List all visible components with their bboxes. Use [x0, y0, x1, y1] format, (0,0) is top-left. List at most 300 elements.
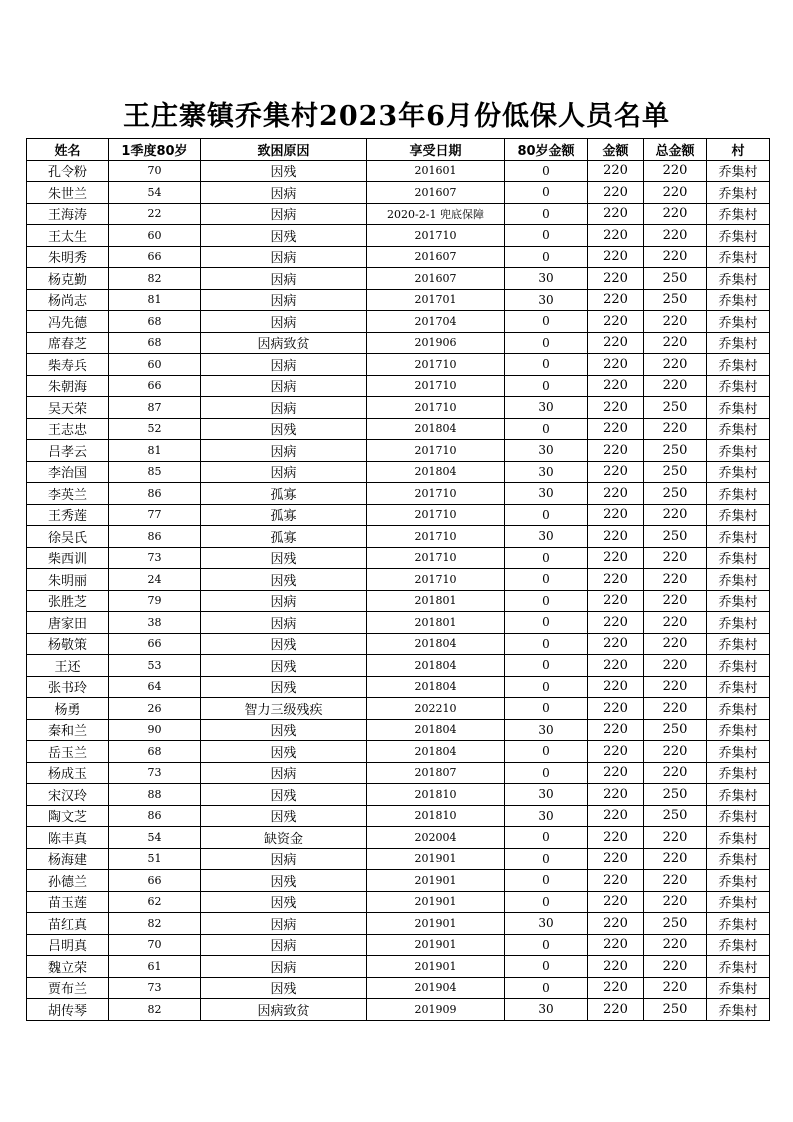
cell-amount: 220 [588, 676, 644, 698]
cell-date: 201607 [367, 182, 505, 204]
cell-date: 201710 [367, 354, 505, 376]
cell-total: 250 [644, 440, 707, 462]
cell-amount: 220 [588, 655, 644, 677]
cell-80-amount: 0 [505, 547, 588, 569]
cell-reason: 因病 [201, 934, 367, 956]
cell-q1-80: 87 [109, 397, 201, 419]
cell-q1-80: 70 [109, 934, 201, 956]
cell-reason: 因残 [201, 676, 367, 698]
cell-amount: 220 [588, 569, 644, 591]
cell-80-amount: 0 [505, 203, 588, 225]
cell-reason: 因病 [201, 354, 367, 376]
cell-name: 席春芝 [27, 332, 109, 354]
col-header-amount: 金额 [588, 139, 644, 161]
welfare-roster-table [26, 138, 770, 1021]
cell-80-amount: 0 [505, 311, 588, 333]
cell-village: 乔集村 [707, 999, 770, 1021]
cell-80-amount: 0 [505, 590, 588, 612]
cell-80-amount: 0 [505, 827, 588, 849]
cell-amount: 220 [588, 590, 644, 612]
cell-date: 201909 [367, 999, 505, 1021]
cell-reason: 因残 [201, 225, 367, 247]
cell-name: 宋汉玲 [27, 784, 109, 806]
cell-total: 220 [644, 698, 707, 720]
cell-q1-80: 73 [109, 977, 201, 999]
cell-date: 201710 [367, 504, 505, 526]
cell-q1-80: 86 [109, 805, 201, 827]
cell-reason: 因残 [201, 418, 367, 440]
table-row [27, 311, 770, 333]
cell-total: 220 [644, 182, 707, 204]
cell-80-amount: 30 [505, 784, 588, 806]
cell-reason: 因病 [201, 246, 367, 268]
cell-date: 201807 [367, 762, 505, 784]
cell-total: 220 [644, 203, 707, 225]
cell-q1-80: 53 [109, 655, 201, 677]
cell-reason: 因残 [201, 977, 367, 999]
table-row [27, 848, 770, 870]
cell-q1-80: 64 [109, 676, 201, 698]
cell-name: 吕孝云 [27, 440, 109, 462]
cell-total: 250 [644, 999, 707, 1021]
cell-village: 乔集村 [707, 569, 770, 591]
cell-reason: 因病 [201, 762, 367, 784]
cell-name: 杨敬策 [27, 633, 109, 655]
cell-80-amount: 0 [505, 977, 588, 999]
cell-total: 250 [644, 719, 707, 741]
cell-total: 220 [644, 418, 707, 440]
cell-name: 李治国 [27, 461, 109, 483]
table-row [27, 870, 770, 892]
cell-reason: 因病 [201, 203, 367, 225]
cell-total: 220 [644, 741, 707, 763]
col-header-q1-80: 1季度80岁 [109, 139, 201, 161]
table-row [27, 805, 770, 827]
cell-reason: 因病 [201, 612, 367, 634]
cell-date: 202004 [367, 827, 505, 849]
cell-amount: 220 [588, 332, 644, 354]
table-row [27, 418, 770, 440]
cell-village: 乔集村 [707, 526, 770, 548]
cell-date: 201804 [367, 633, 505, 655]
cell-80-amount: 0 [505, 375, 588, 397]
cell-name: 朱明丽 [27, 569, 109, 591]
cell-amount: 220 [588, 289, 644, 311]
cell-name: 唐家田 [27, 612, 109, 634]
cell-total: 220 [644, 354, 707, 376]
cell-name: 朱朝海 [27, 375, 109, 397]
cell-q1-80: 68 [109, 332, 201, 354]
cell-80-amount: 0 [505, 332, 588, 354]
cell-q1-80: 66 [109, 633, 201, 655]
cell-reason: 智力三级残疾 [201, 698, 367, 720]
cell-amount: 220 [588, 612, 644, 634]
table-row [27, 182, 770, 204]
cell-reason: 因病 [201, 182, 367, 204]
cell-village: 乔集村 [707, 354, 770, 376]
cell-total: 220 [644, 246, 707, 268]
cell-total: 220 [644, 676, 707, 698]
cell-village: 乔集村 [707, 934, 770, 956]
cell-total: 220 [644, 633, 707, 655]
table-row [27, 483, 770, 505]
cell-amount: 220 [588, 397, 644, 419]
table-row [27, 741, 770, 763]
cell-amount: 220 [588, 977, 644, 999]
cell-date: 201607 [367, 246, 505, 268]
cell-reason: 因残 [201, 784, 367, 806]
cell-name: 王还 [27, 655, 109, 677]
cell-amount: 220 [588, 633, 644, 655]
col-header-name: 姓名 [27, 139, 109, 161]
cell-name: 岳玉兰 [27, 741, 109, 763]
table-row [27, 268, 770, 290]
cell-reason: 因残 [201, 160, 367, 182]
cell-name: 朱明秀 [27, 246, 109, 268]
cell-amount: 220 [588, 461, 644, 483]
cell-q1-80: 88 [109, 784, 201, 806]
cell-q1-80: 86 [109, 483, 201, 505]
cell-80-amount: 0 [505, 741, 588, 763]
table-row [27, 375, 770, 397]
cell-amount: 220 [588, 440, 644, 462]
cell-total: 220 [644, 827, 707, 849]
table-body [27, 160, 770, 1020]
cell-date: 201710 [367, 569, 505, 591]
cell-80-amount: 0 [505, 354, 588, 376]
cell-q1-80: 86 [109, 526, 201, 548]
cell-80-amount: 30 [505, 999, 588, 1021]
cell-date: 201804 [367, 418, 505, 440]
table-row [27, 354, 770, 376]
cell-date: 201804 [367, 676, 505, 698]
cell-q1-80: 85 [109, 461, 201, 483]
col-header-village: 村 [707, 139, 770, 161]
cell-date: 201710 [367, 225, 505, 247]
cell-reason: 因残 [201, 805, 367, 827]
table-row [27, 612, 770, 634]
cell-reason: 因病 [201, 311, 367, 333]
cell-q1-80: 66 [109, 246, 201, 268]
cell-80-amount: 0 [505, 612, 588, 634]
cell-80-amount: 0 [505, 225, 588, 247]
table-row [27, 913, 770, 935]
cell-village: 乔集村 [707, 461, 770, 483]
cell-name: 张胜芝 [27, 590, 109, 612]
cell-date: 201710 [367, 375, 505, 397]
cell-total: 220 [644, 870, 707, 892]
cell-total: 220 [644, 956, 707, 978]
col-header-reason: 致困原因 [201, 139, 367, 161]
cell-total: 220 [644, 655, 707, 677]
cell-80-amount: 30 [505, 805, 588, 827]
cell-amount: 220 [588, 848, 644, 870]
table-row [27, 526, 770, 548]
cell-amount: 220 [588, 504, 644, 526]
cell-name: 秦和兰 [27, 719, 109, 741]
cell-amount: 220 [588, 418, 644, 440]
cell-reason: 因病 [201, 289, 367, 311]
table-row [27, 956, 770, 978]
table-row [27, 440, 770, 462]
cell-date: 201607 [367, 268, 505, 290]
cell-amount: 220 [588, 934, 644, 956]
cell-reason: 因病 [201, 268, 367, 290]
cell-reason: 因残 [201, 719, 367, 741]
table-row [27, 590, 770, 612]
table-row [27, 633, 770, 655]
cell-village: 乔集村 [707, 332, 770, 354]
cell-80-amount: 0 [505, 655, 588, 677]
cell-80-amount: 0 [505, 762, 588, 784]
cell-reason: 因病 [201, 913, 367, 935]
cell-date: 201701 [367, 289, 505, 311]
cell-80-amount: 30 [505, 289, 588, 311]
cell-amount: 220 [588, 483, 644, 505]
cell-date: 2020-2-1 兜底保障 [367, 203, 505, 225]
cell-q1-80: 77 [109, 504, 201, 526]
cell-amount: 220 [588, 827, 644, 849]
cell-village: 乔集村 [707, 311, 770, 333]
cell-total: 250 [644, 784, 707, 806]
cell-village: 乔集村 [707, 590, 770, 612]
cell-80-amount: 0 [505, 956, 588, 978]
cell-q1-80: 54 [109, 182, 201, 204]
cell-80-amount: 0 [505, 633, 588, 655]
cell-amount: 220 [588, 225, 644, 247]
table-row [27, 160, 770, 182]
table-row [27, 719, 770, 741]
cell-reason: 因残 [201, 569, 367, 591]
cell-village: 乔集村 [707, 612, 770, 634]
cell-village: 乔集村 [707, 504, 770, 526]
cell-total: 220 [644, 547, 707, 569]
cell-amount: 220 [588, 698, 644, 720]
cell-date: 201804 [367, 741, 505, 763]
cell-total: 220 [644, 225, 707, 247]
cell-80-amount: 30 [505, 913, 588, 935]
cell-village: 乔集村 [707, 913, 770, 935]
cell-date: 201901 [367, 848, 505, 870]
cell-name: 苗红真 [27, 913, 109, 935]
table-row [27, 203, 770, 225]
cell-name: 杨勇 [27, 698, 109, 720]
cell-village: 乔集村 [707, 483, 770, 505]
cell-name: 朱世兰 [27, 182, 109, 204]
cell-name: 杨克勤 [27, 268, 109, 290]
cell-reason: 缺资金 [201, 827, 367, 849]
cell-date: 201804 [367, 461, 505, 483]
cell-name: 李英兰 [27, 483, 109, 505]
cell-amount: 220 [588, 246, 644, 268]
cell-village: 乔集村 [707, 375, 770, 397]
cell-village: 乔集村 [707, 268, 770, 290]
cell-reason: 因残 [201, 870, 367, 892]
cell-date: 201710 [367, 526, 505, 548]
cell-80-amount: 0 [505, 418, 588, 440]
cell-date: 201601 [367, 160, 505, 182]
cell-q1-80: 51 [109, 848, 201, 870]
cell-q1-80: 26 [109, 698, 201, 720]
cell-reason: 因病 [201, 440, 367, 462]
cell-date: 201901 [367, 891, 505, 913]
cell-date: 201901 [367, 913, 505, 935]
table-row [27, 547, 770, 569]
table-row [27, 784, 770, 806]
cell-village: 乔集村 [707, 977, 770, 999]
cell-q1-80: 73 [109, 547, 201, 569]
cell-80-amount: 30 [505, 440, 588, 462]
cell-total: 250 [644, 483, 707, 505]
cell-amount: 220 [588, 805, 644, 827]
cell-village: 乔集村 [707, 719, 770, 741]
cell-name: 王秀莲 [27, 504, 109, 526]
cell-q1-80: 82 [109, 913, 201, 935]
cell-village: 乔集村 [707, 698, 770, 720]
cell-date: 201710 [367, 440, 505, 462]
cell-date: 201901 [367, 934, 505, 956]
cell-q1-80: 54 [109, 827, 201, 849]
cell-name: 陶文芝 [27, 805, 109, 827]
table-row [27, 289, 770, 311]
table-row [27, 569, 770, 591]
cell-reason: 因病 [201, 590, 367, 612]
cell-name: 苗玉莲 [27, 891, 109, 913]
cell-q1-80: 82 [109, 999, 201, 1021]
cell-amount: 220 [588, 741, 644, 763]
cell-amount: 220 [588, 354, 644, 376]
cell-amount: 220 [588, 891, 644, 913]
table-row [27, 999, 770, 1021]
cell-name: 胡传琴 [27, 999, 109, 1021]
cell-village: 乔集村 [707, 741, 770, 763]
cell-date: 201804 [367, 719, 505, 741]
cell-total: 220 [644, 590, 707, 612]
cell-q1-80: 68 [109, 311, 201, 333]
cell-amount: 220 [588, 375, 644, 397]
cell-q1-80: 73 [109, 762, 201, 784]
cell-village: 乔集村 [707, 827, 770, 849]
cell-name: 吕明真 [27, 934, 109, 956]
cell-q1-80: 66 [109, 375, 201, 397]
cell-total: 220 [644, 160, 707, 182]
cell-name: 魏立荣 [27, 956, 109, 978]
cell-q1-80: 81 [109, 440, 201, 462]
cell-80-amount: 0 [505, 569, 588, 591]
cell-total: 220 [644, 504, 707, 526]
cell-village: 乔集村 [707, 182, 770, 204]
cell-name: 贾布兰 [27, 977, 109, 999]
cell-amount: 220 [588, 203, 644, 225]
cell-name: 王海涛 [27, 203, 109, 225]
cell-q1-80: 60 [109, 225, 201, 247]
cell-village: 乔集村 [707, 676, 770, 698]
table-row [27, 332, 770, 354]
cell-date: 201901 [367, 870, 505, 892]
cell-village: 乔集村 [707, 225, 770, 247]
cell-80-amount: 0 [505, 160, 588, 182]
cell-total: 220 [644, 891, 707, 913]
cell-q1-80: 81 [109, 289, 201, 311]
cell-reason: 因残 [201, 891, 367, 913]
cell-amount: 220 [588, 784, 644, 806]
table-row [27, 397, 770, 419]
cell-date: 201901 [367, 956, 505, 978]
table-row [27, 676, 770, 698]
cell-80-amount: 30 [505, 719, 588, 741]
cell-village: 乔集村 [707, 784, 770, 806]
cell-80-amount: 30 [505, 397, 588, 419]
cell-amount: 220 [588, 719, 644, 741]
cell-date: 201704 [367, 311, 505, 333]
cell-amount: 220 [588, 311, 644, 333]
cell-80-amount: 30 [505, 526, 588, 548]
page-title: 王庄寨镇乔集村2023年6月份低保人员名单 [123, 101, 670, 132]
cell-q1-80: 82 [109, 268, 201, 290]
cell-date: 201810 [367, 784, 505, 806]
cell-village: 乔集村 [707, 547, 770, 569]
cell-total: 250 [644, 526, 707, 548]
table-row [27, 934, 770, 956]
cell-reason: 因残 [201, 741, 367, 763]
cell-q1-80: 24 [109, 569, 201, 591]
cell-date: 201801 [367, 590, 505, 612]
cell-80-amount: 0 [505, 848, 588, 870]
cell-name: 陈丰真 [27, 827, 109, 849]
cell-q1-80: 62 [109, 891, 201, 913]
table-row [27, 891, 770, 913]
cell-reason: 因病 [201, 397, 367, 419]
cell-reason: 因病致贫 [201, 999, 367, 1021]
cell-date: 201906 [367, 332, 505, 354]
cell-total: 220 [644, 332, 707, 354]
cell-amount: 220 [588, 913, 644, 935]
cell-reason: 因病 [201, 461, 367, 483]
cell-village: 乔集村 [707, 655, 770, 677]
cell-total: 250 [644, 913, 707, 935]
cell-q1-80: 79 [109, 590, 201, 612]
cell-q1-80: 22 [109, 203, 201, 225]
cell-amount: 220 [588, 182, 644, 204]
table-row [27, 827, 770, 849]
cell-total: 220 [644, 311, 707, 333]
table-row [27, 762, 770, 784]
table-row [27, 977, 770, 999]
cell-name: 杨成玉 [27, 762, 109, 784]
cell-total: 220 [644, 848, 707, 870]
cell-village: 乔集村 [707, 160, 770, 182]
cell-q1-80: 70 [109, 160, 201, 182]
cell-name: 王志忠 [27, 418, 109, 440]
cell-date: 201801 [367, 612, 505, 634]
cell-q1-80: 60 [109, 354, 201, 376]
cell-q1-80: 68 [109, 741, 201, 763]
table-row [27, 504, 770, 526]
cell-80-amount: 0 [505, 698, 588, 720]
cell-village: 乔集村 [707, 956, 770, 978]
cell-village: 乔集村 [707, 203, 770, 225]
cell-village: 乔集村 [707, 289, 770, 311]
cell-total: 250 [644, 268, 707, 290]
cell-reason: 因残 [201, 547, 367, 569]
cell-total: 250 [644, 461, 707, 483]
cell-village: 乔集村 [707, 891, 770, 913]
cell-reason: 因残 [201, 655, 367, 677]
cell-amount: 220 [588, 762, 644, 784]
cell-reason: 因病 [201, 848, 367, 870]
cell-village: 乔集村 [707, 633, 770, 655]
cell-amount: 220 [588, 547, 644, 569]
